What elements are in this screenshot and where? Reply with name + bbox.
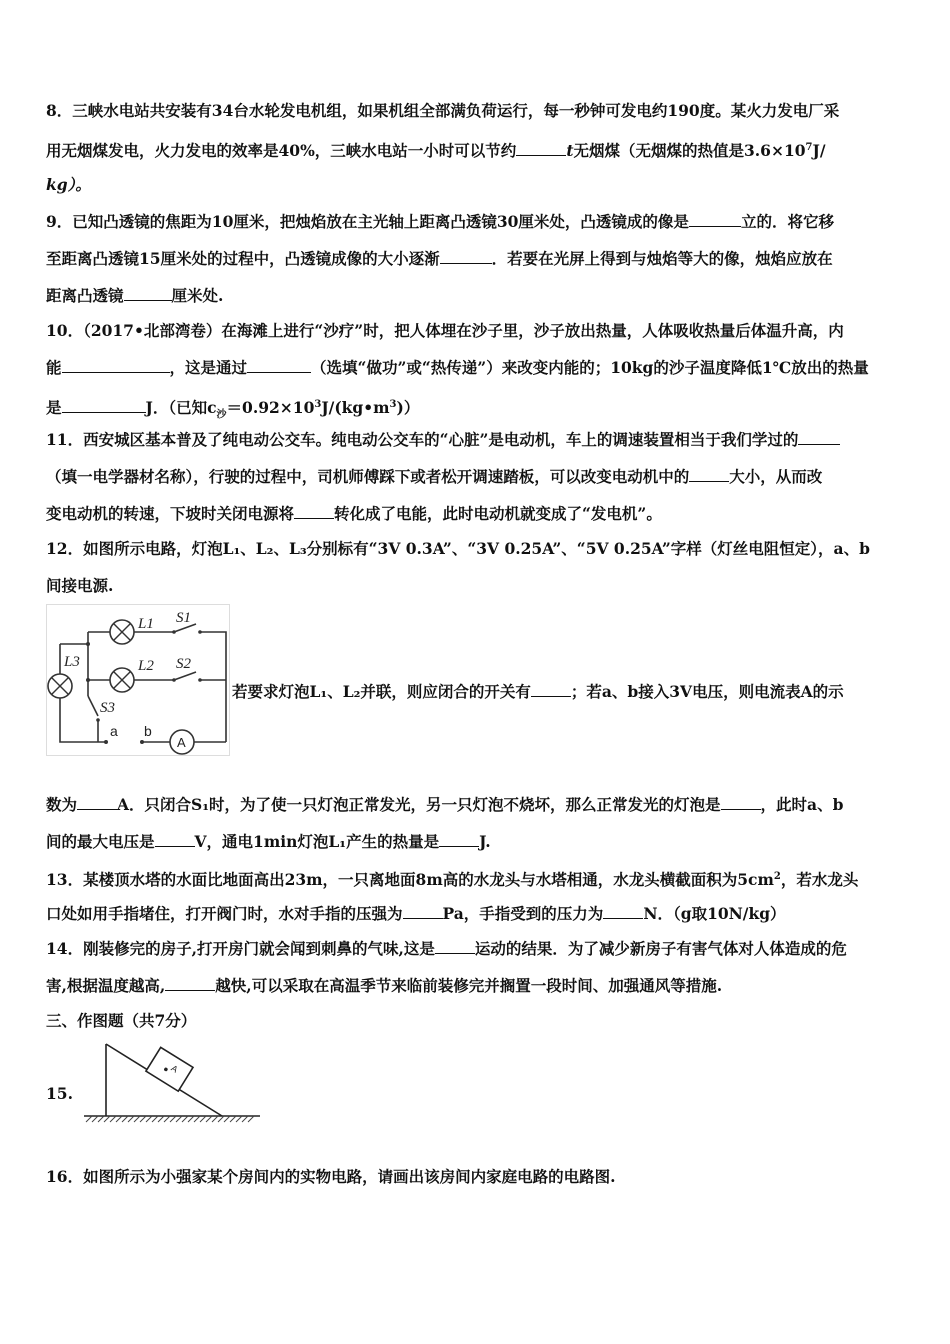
switch-s3-blade [88,696,98,716]
q11-line3: 变电动机的转速，下坡时关闭电源将 转化成了电能，此时电动机就变成了“发电机”。 [46,504,662,523]
q12-line2: 间接电源. [46,576,114,595]
q10-line1: 10．（2017•北部湾卷）在海滩上进行“沙疗”时，把人体埋在沙子里，沙子放出热量，人体吸收热量后体温升高，内 [46,321,844,340]
q15-number: 15. [46,1084,73,1103]
block-label: A [169,1063,180,1075]
label-s2: S2 [176,656,191,672]
label-l3: L3 [64,654,80,670]
q10-line3: 是 J．（已知$c_沙=0.92\times 10^3J/(kg•m^3)$） [46,398,420,421]
q9-blank3 [124,286,172,301]
section-3-title: 三、作图题（共7分） [46,1011,197,1030]
terminal-a [104,740,108,744]
q9-blank1 [689,212,741,227]
q9-line3: 距离凸透镜 厘米处. [46,286,224,305]
q11-blank3 [294,504,334,519]
q13-line1: 13．某楼顶水塔的水面比地面高出23m，一只离地面8m高的水龙头与水塔相通，水龙头横截面积为$5cm^2$，若水龙头 [46,870,859,890]
q13-blank2 [603,904,643,919]
q14-line1: 14．刚装修完的房子,打开房门就会闻到刺鼻的气味,这是 运动的结果．为了减少新房子有害气体对人体造成的危 [46,939,847,958]
q14-blank1 [435,939,475,954]
label-a: a [110,723,118,739]
q14-line2: 害,根据温度越高, 越快,可以采取在高温季节来临前装修完并搁置一段时间、加强通风等措施. [46,976,723,995]
label-ammeter: A [177,735,186,750]
q12-line1: 12．如图所示电路，灯泡L₁、L₂、L₃分别标有“3V 0.3A”、“3V 0.25A”、“5V 0.25A”字样（灯丝电阻恒定），a、b [46,539,870,558]
wire-top-left [60,632,88,644]
q13-line2: 口处如用手指堵住，打开阀门时，水对手指的压强为 Pa，手指受到的压力为 N．（g取10N/kg） [46,904,786,923]
block-a [146,1047,193,1091]
label-s1: S1 [176,610,191,626]
q8-line1: 8．三峡水电站共安装有34台水轮发电机组，如果机组全部满负荷运行，每一秒钟可发电约190度。某火力发电厂采 [46,101,840,120]
q16-text: 16．如图所示为小强家某个房间内的实物电路，请画出该房间内家庭电路的电路图. [46,1167,616,1186]
q9-line2: 至距离凸透镜15厘米处的过程中，凸透镜成像的大小逐渐 ．若要在光屏上得到与烛焰等大的像，烛焰应放在 [46,249,833,268]
q12-blank5 [439,832,479,847]
terminal-b [140,740,144,744]
wire-right [200,632,226,742]
q12-blank4 [155,832,195,847]
q12-line4: 间的最大电压是 V，通电1min灯泡L₁产生的热量是 J. [46,832,491,851]
label-s3: S3 [100,700,115,716]
q12-blank1 [531,682,571,697]
q13-blank1 [403,904,443,919]
q12-side-text: 若要求灯泡L₁、L₂并联，则应闭合的开关有 ；若a、b接入3V电压，则电流表A的示 [232,682,844,701]
incline-diagram [84,1040,264,1128]
label-l2: L2 [138,658,154,674]
q10-blank1 [62,358,170,373]
label-l1: L1 [138,616,154,632]
q9-blank2 [440,249,492,264]
q8-line2: 用无烟煤发电，火力发电的效率是40%，三峡水电站一小时可以节约 t无烟煤（无烟煤的热值是$3.6\times 10^7J/$ [46,141,826,161]
q11-blank2 [689,467,729,482]
q12-line3: 数为 A．只闭合S₁时，为了使一只灯泡正常发光，另一只灯泡不烧坏，那么正常发光的灯泡是 ，此时a、b [46,795,844,814]
q11-line1: 11．西安城区基本普及了纯电动公交车。纯电动公交车的“心脏”是电动机，车上的调速装置相当于我们学过的 [46,430,840,450]
circuit-diagram [46,604,230,756]
q10-blank3 [62,398,146,413]
q11-line2: （填一电学器材名称），行驶的过程中，司机师傅踩下或者松开调速踏板，可以改变电动机中的 大小，从而改 [46,467,823,486]
wire-l2-left [88,644,110,680]
q12-blank2 [77,795,117,810]
q10-blank2 [247,358,311,373]
q14-blank2 [165,976,215,991]
q8-blank [516,141,566,156]
q11-blank1 [798,430,840,445]
label-b: b [144,723,152,739]
q10-line2: 能 ，这是通过 （选填“做功”或“热传递”）来改变内能的；10kg的沙子温度降低1℃放出的热量 [46,358,869,377]
q8-line3: kg）。 [46,175,91,194]
q9-line1: 9．已知凸透镜的焦距为10厘米，把烛焰放在主光轴上距离凸透镜30厘米处，凸透镜成的像是 立的．将它移 [46,212,834,231]
switch-s2-blade [174,672,196,680]
q12-blank3 [721,795,761,810]
